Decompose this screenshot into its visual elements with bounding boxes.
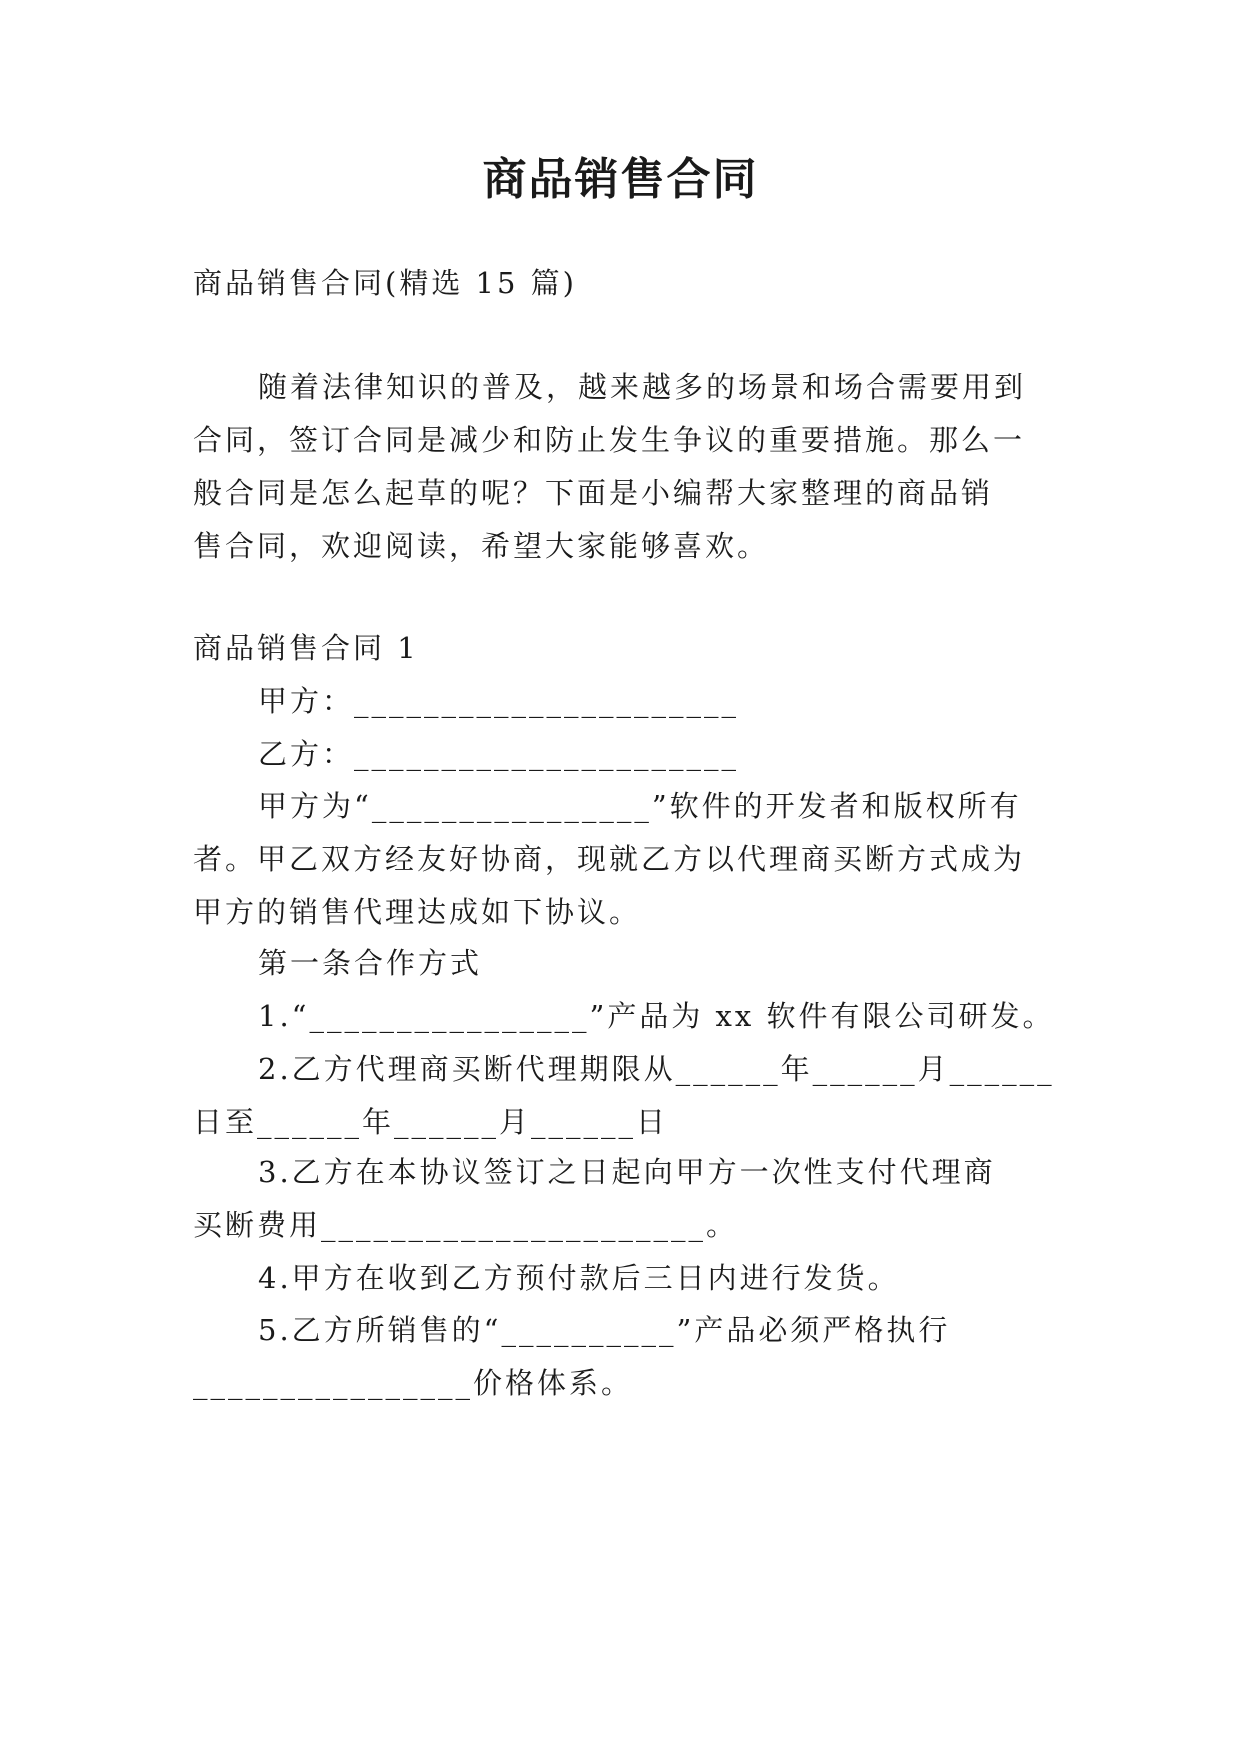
clause-3-line-2: 买断费用______________________。 xyxy=(193,1208,739,1242)
article-1-heading: 第一条合作方式 xyxy=(258,946,483,980)
clause-2-line-1: 2.乙方代理商买断代理期限从______年______月______ xyxy=(258,1052,1055,1086)
clause-5-line-1: 5.乙方所销售的“__________”产品必须严格执行 xyxy=(258,1313,951,1347)
clause-5-line-2: ________________价格体系。 xyxy=(193,1366,634,1400)
preamble-line-2: 者。甲乙双方经友好协商，现就乙方以代理商买断方式成为 xyxy=(193,842,1026,876)
document-subtitle: 商品销售合同(精选 15 篇) xyxy=(193,266,577,300)
clause-4: 4.甲方在收到乙方预付款后三日内进行发货。 xyxy=(258,1261,900,1295)
clause-2-line-2: 日至______年______月______日 xyxy=(193,1105,669,1139)
preamble-line-3: 甲方的销售代理达成如下协议。 xyxy=(193,895,642,929)
document-title: 商品销售合同 xyxy=(482,154,759,205)
intro-line-2: 合同，签订合同是减少和防止发生争议的重要措施。那么一 xyxy=(193,423,1026,457)
intro-line-4: 售合同，欢迎阅读，希望大家能够喜欢。 xyxy=(193,529,770,563)
intro-line-3: 般合同是怎么起草的呢？下面是小编帮大家整理的商品销 xyxy=(193,476,994,510)
preamble-line-1: 甲方为“________________”软件的开发者和版权所有 xyxy=(258,789,1022,823)
clause-3-line-1: 3.乙方在本协议签订之日起向甲方一次性支付代理商 xyxy=(258,1155,996,1189)
party-a-line: 甲方：______________________ xyxy=(258,684,740,718)
intro-line-1: 随着法律知识的普及，越来越多的场景和场合需要用到 xyxy=(258,370,1027,404)
clause-1: 1.“________________”产品为 xx 软件有限公司研发。 xyxy=(258,999,1055,1033)
party-b-line: 乙方：______________________ xyxy=(258,737,740,771)
section-heading: 商品销售合同 1 xyxy=(193,631,419,665)
